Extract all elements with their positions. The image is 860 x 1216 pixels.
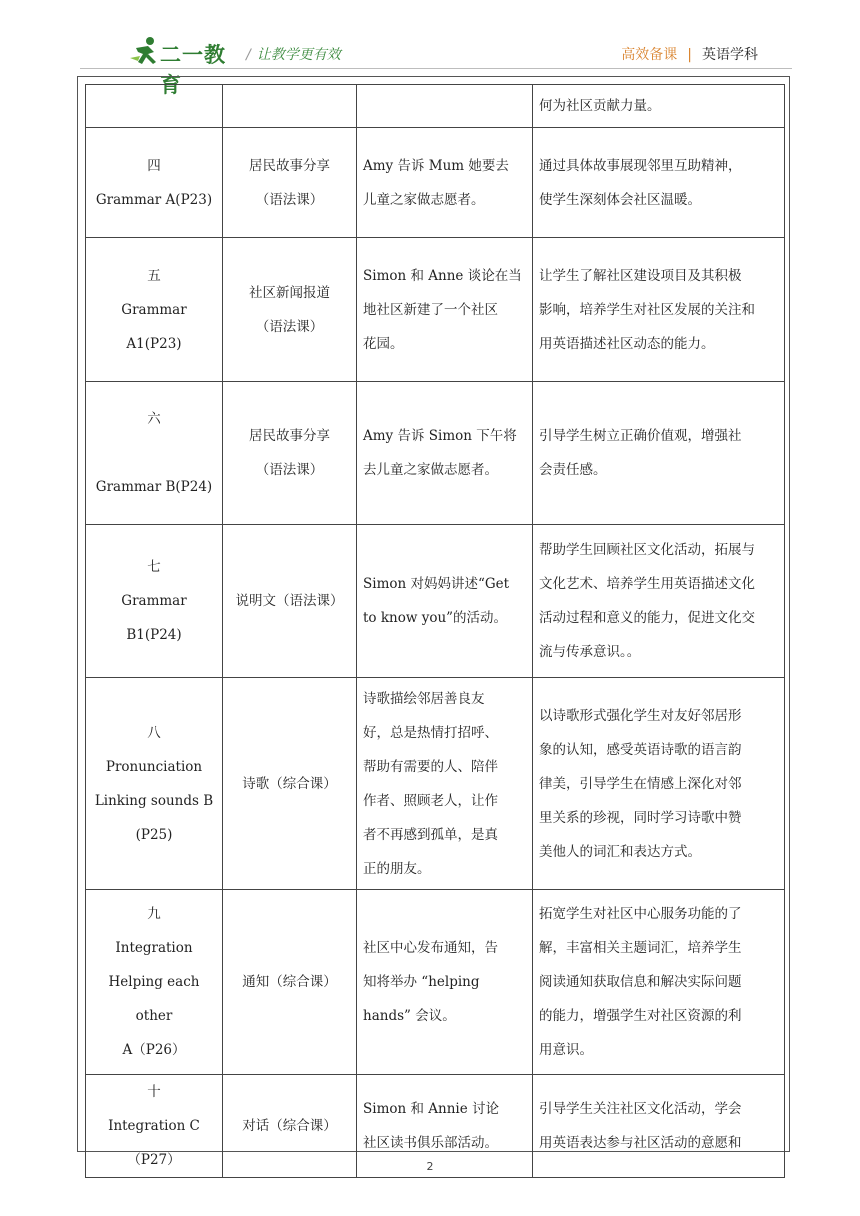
logo-text: 二一教育 xyxy=(160,43,226,97)
cell-lesson xyxy=(86,128,223,238)
lesson-line: 十 xyxy=(147,1084,161,1100)
goal-line: 拓宽学生对社区中心服务功能的了 xyxy=(539,906,742,922)
cell-goal xyxy=(533,890,785,1075)
goal-line: 流与传承意识。。 xyxy=(539,644,641,660)
content-line: hands” 会议。 xyxy=(363,1008,456,1024)
lesson-line: 四 xyxy=(147,157,161,174)
goal-line: 用英语描述社区动态的能力。 xyxy=(539,335,715,352)
goal-line: 里关系的珍视，同时学习诗歌中赞 xyxy=(539,809,742,826)
lesson-line: A（P26） xyxy=(122,1042,186,1058)
cell-lesson xyxy=(86,890,223,1075)
goal-line: 律美，引导学生在情感上深化对邻 xyxy=(539,775,742,792)
goal-line: 阅读通知获取信息和解决实际问题 xyxy=(539,974,742,990)
lesson-line: 九 xyxy=(147,906,161,922)
table-row xyxy=(86,238,785,382)
goal-line: 引导学生关注社区文化活动，学会 xyxy=(539,1101,742,1117)
cell-lesson xyxy=(86,678,223,890)
cell-type xyxy=(223,238,357,382)
lesson-line: Integration C（P27） xyxy=(108,1118,200,1168)
cell-content xyxy=(357,382,533,525)
cell-type xyxy=(223,525,357,678)
goal-line: 让学生了解社区建设项目及其积极 xyxy=(539,267,742,284)
cell-goal xyxy=(533,525,785,678)
lesson-line: 八 xyxy=(147,724,161,741)
lesson-line: 五 xyxy=(147,267,161,284)
lesson-line: 七 xyxy=(147,559,161,575)
goal-line: 使学生深刻体会社区温暖。 xyxy=(539,191,701,208)
content-line: 社区读书俱乐部活动。 xyxy=(363,1135,498,1151)
content-line: Amy 告诉 Mum 她要去 xyxy=(363,157,509,174)
cell-lesson xyxy=(86,238,223,382)
lesson-line: Linking sounds B xyxy=(94,792,214,809)
cell-lesson xyxy=(86,382,223,525)
logo xyxy=(128,34,238,97)
header-divider: | xyxy=(687,47,692,63)
lesson-line: Grammar A1(P23) xyxy=(121,301,187,352)
content-line: 诗歌描绘邻居善良友 xyxy=(363,690,485,707)
slogan-text: 让教学更有效 xyxy=(256,47,341,63)
cell-type xyxy=(223,678,357,890)
table-row xyxy=(86,128,785,238)
goal-line: 会责任感。 xyxy=(539,462,607,478)
cell-type xyxy=(223,382,357,525)
goal-line: 引导学生树立正确价值观，增强社 xyxy=(539,428,742,444)
type-line: 说明文（语法课） xyxy=(235,593,344,609)
content-line: 去儿童之家做志愿者。 xyxy=(363,462,498,478)
lesson-line: Pronunciation xyxy=(105,758,203,775)
content-line: 花园。 xyxy=(363,335,404,352)
header-right xyxy=(621,44,758,64)
content-line: Simon 对妈妈讲述“Get xyxy=(363,576,510,592)
cell-content xyxy=(357,238,533,382)
content-line: 儿童之家做志愿者。 xyxy=(363,191,485,208)
lesson-line: (P25) xyxy=(135,826,173,843)
cell-type xyxy=(223,85,357,128)
content-line: 地社区新建了一个社区 xyxy=(363,301,498,318)
lesson-line: 六 xyxy=(147,411,161,427)
cell-goal xyxy=(533,128,785,238)
cell-goal xyxy=(533,238,785,382)
content-line: 帮助有需要的人、陪伴 xyxy=(363,758,498,775)
header-rule xyxy=(80,68,792,69)
cell-content xyxy=(357,678,533,890)
content-line: 作者、照顾老人，让作 xyxy=(363,792,498,809)
type-line: 对话（综合课） xyxy=(242,1118,337,1134)
goal-line: 用意识。 xyxy=(539,1042,593,1058)
cell-type xyxy=(223,890,357,1075)
table-row xyxy=(86,525,785,678)
content-line: 社区中心发布通知，告 xyxy=(363,940,498,956)
course-label: 高效备课 xyxy=(621,47,678,63)
goal-line: 以诗歌形式强化学生对友好邻居形 xyxy=(539,707,742,724)
type-line: 社区新闻报道 xyxy=(249,284,330,301)
content-line: 正的朋友。 xyxy=(363,860,431,877)
cell-goal xyxy=(533,678,785,890)
cell-content xyxy=(357,85,533,128)
slogan-divider: / xyxy=(246,47,251,63)
lesson-line: Integration xyxy=(115,940,193,956)
type-line: 居民故事分享 xyxy=(249,428,330,444)
cell-lesson xyxy=(86,525,223,678)
content-line: 知将举办 “helping xyxy=(363,974,480,990)
page-number: 2 xyxy=(426,1160,434,1173)
goal-line: 美他人的词汇和表达方式。 xyxy=(539,843,701,860)
type-line: 诗歌（综合课） xyxy=(242,775,337,792)
goal-line: 帮助学生回顾社区文化活动，拓展与 xyxy=(539,542,755,558)
goal-line: 的能力，增强学生对社区资源的利 xyxy=(539,1008,742,1024)
content-line: Simon 和 Annie 讨论 xyxy=(363,1101,500,1117)
content-line: to know you”的活动。 xyxy=(363,610,508,626)
content-line: Amy 告诉 Simon 下午将 xyxy=(363,428,517,444)
table-row xyxy=(86,382,785,525)
cell-lesson xyxy=(86,85,223,128)
lesson-line: Grammar B(P24) xyxy=(95,479,213,495)
goal-line: 文化艺术、培养学生用英语描述文化 xyxy=(539,576,755,592)
lesson-line: Grammar A(P23) xyxy=(95,191,213,208)
table-row xyxy=(86,85,785,128)
cell-type xyxy=(223,128,357,238)
cell-content xyxy=(357,525,533,678)
table-row xyxy=(86,678,785,890)
goal-line: 活动过程和意义的能力，促进文化交 xyxy=(539,610,755,626)
table-row xyxy=(86,890,785,1075)
goal-line: 解，丰富相关主题词汇，培养学生 xyxy=(539,940,742,956)
type-line: （语法课） xyxy=(255,191,324,208)
goal-line: 象的认知，感受英语诗歌的语言韵 xyxy=(539,741,742,758)
type-line: （语法课） xyxy=(255,318,324,335)
lesson-line xyxy=(92,436,216,470)
goal-line: 影响，培养学生对社区发展的关注和 xyxy=(539,301,755,318)
subject-label: 英语学科 xyxy=(702,47,758,63)
cell-content xyxy=(357,128,533,238)
lesson-plan-table xyxy=(85,84,785,1178)
cell-content xyxy=(357,890,533,1075)
goal-line: 用英语表达参与社区活动的意愿和 xyxy=(539,1135,742,1151)
type-line: （语法课） xyxy=(255,462,324,478)
type-line: 居民故事分享 xyxy=(249,157,330,174)
content-line: Simon 和 Anne 谈论在当 xyxy=(363,267,522,284)
content-line: 好，总是热情打招呼、 xyxy=(363,724,498,741)
content-line: 者不再感到孤单，是真 xyxy=(363,826,498,843)
type-line: 通知（综合课） xyxy=(242,974,337,990)
goal-line: 通过具体故事展现邻里互助精神， xyxy=(539,157,742,174)
cell-goal xyxy=(533,382,785,525)
runner-logo-icon xyxy=(128,34,162,68)
page-header xyxy=(0,0,860,97)
goal-line: 何为社区贡献力量。 xyxy=(539,98,661,114)
slogan xyxy=(246,44,341,64)
lesson-line: Helping each other xyxy=(108,974,200,1024)
lesson-line: Grammar B1(P24) xyxy=(121,593,187,643)
cell-goal xyxy=(533,85,785,128)
